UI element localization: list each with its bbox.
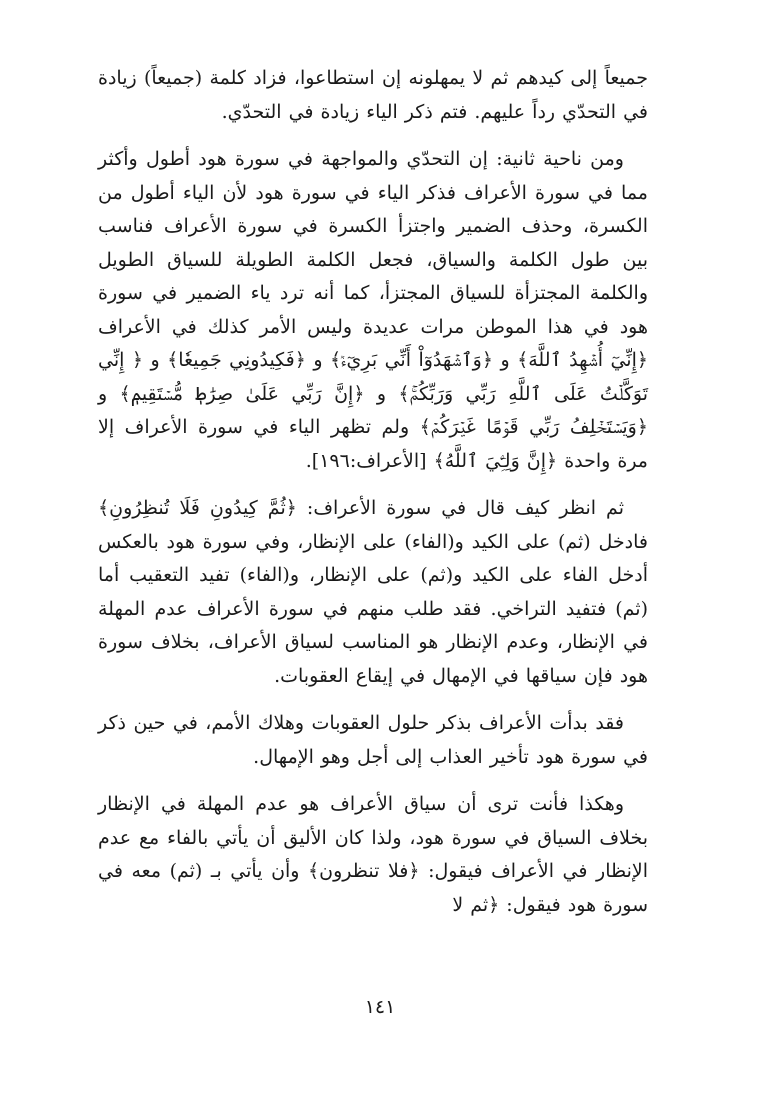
paragraph-continuation: جميعاً إلى كيدهم ثم لا يمهلونه إن استطاعوا، فزاد كلمة (جميعاً) زيادة في التحدّي رداً عليهم. فتم ذكر الياء زيادة في التحدّي.	[98, 67, 648, 123]
page-number: ١٤١	[364, 996, 396, 1018]
paragraph-second-aspect: ومن ناحية ثانية: إن التحدّي والمواجهة في سورة هود أطول وأكثر مما في سورة الأعراف فذكر الياء في سورة هود لأن الياء أطول من الكسرة، وحذف الضمير واجتزأ الكسرة في سورة الأعراف فناسب بين طول الكلمة والسياق، فجعل الكلمة الطويلة للسياق الطويل والكلمة المجتزأة للسياق المجتزأ، كما أنه ترد ياء الضمير في سورة هود في هذا الموطن مرات عديدة وليس الأمر كذلك في الأعراف ﴿إِنِّيٓ أُشۡهِدُ ٱللَّهَ﴾ و ﴿وَٱشۡهَدُوٓاْ أَنِّي بَرِيٓءٞ﴾ و ﴿فَكِيدُونِي جَمِيعٗا﴾ و ﴿ إِنِّي تَوَكَّلۡتُ عَلَى ٱللَّهِ رَبِّي وَرَبِّكُمۚ﴾ و ﴿إِنَّ رَبِّي عَلَىٰ صِرَٰطٖ مُّسۡتَقِيمٖ﴾ و ﴿وَيَسۡتَخۡلِفُ رَبِّي قَوۡمًا غَيۡرَكُمۡ﴾ ولم تظهر الياء في سورة الأعراف إلا مرة واحدة ﴿إِنَّ وَلِـِّۧيَ ٱللَّهُ﴾ [الأعراف:١٩٦].	[98, 148, 648, 472]
paragraph-punishments: فقد بدأت الأعراف بذكر حلول العقوبات وهلاك الأمم، في حين ذكر في سورة هود تأخير العذاب إلى أجل وهو الإمهال.	[98, 712, 648, 768]
paragraph-conclusion: وهكذا فأنت ترى أن سياق الأعراف هو عدم المهلة في الإنظار بخلاف السياق في سورة هود، ولذا كان الأليق أن يأتي بالفاء مع عدم الإنظار في الأعراف فيقول: ﴿فلا تنظرون﴾ وأن يأتي بـ (ثم) معه في سورة هود فيقول: ﴿ثم لا	[98, 793, 648, 916]
paragraph-araf-comparison: ثم انظر كيف قال في سورة الأعراف: ﴿ثُمَّ كِيدُونِ فَلَا تُنظِرُونِ﴾ فادخل (ثم) على الكيد و(الفاء) على الإنظار، وفي سورة هود بالعكس أدخل الفاء على الكيد و(ثم) على الإنظار، و(الفاء) تفيد التعقيب أما (ثم) فتفيد التراخي. فقد طلب منهم في سورة الأعراف عدم المهلة في الإنظار، وعدم الإنظار هو المناسب لسياق الأعراف، بخلاف سورة هود فإن سياقها في الإمهال في إيقاع العقوبات.	[98, 497, 648, 687]
